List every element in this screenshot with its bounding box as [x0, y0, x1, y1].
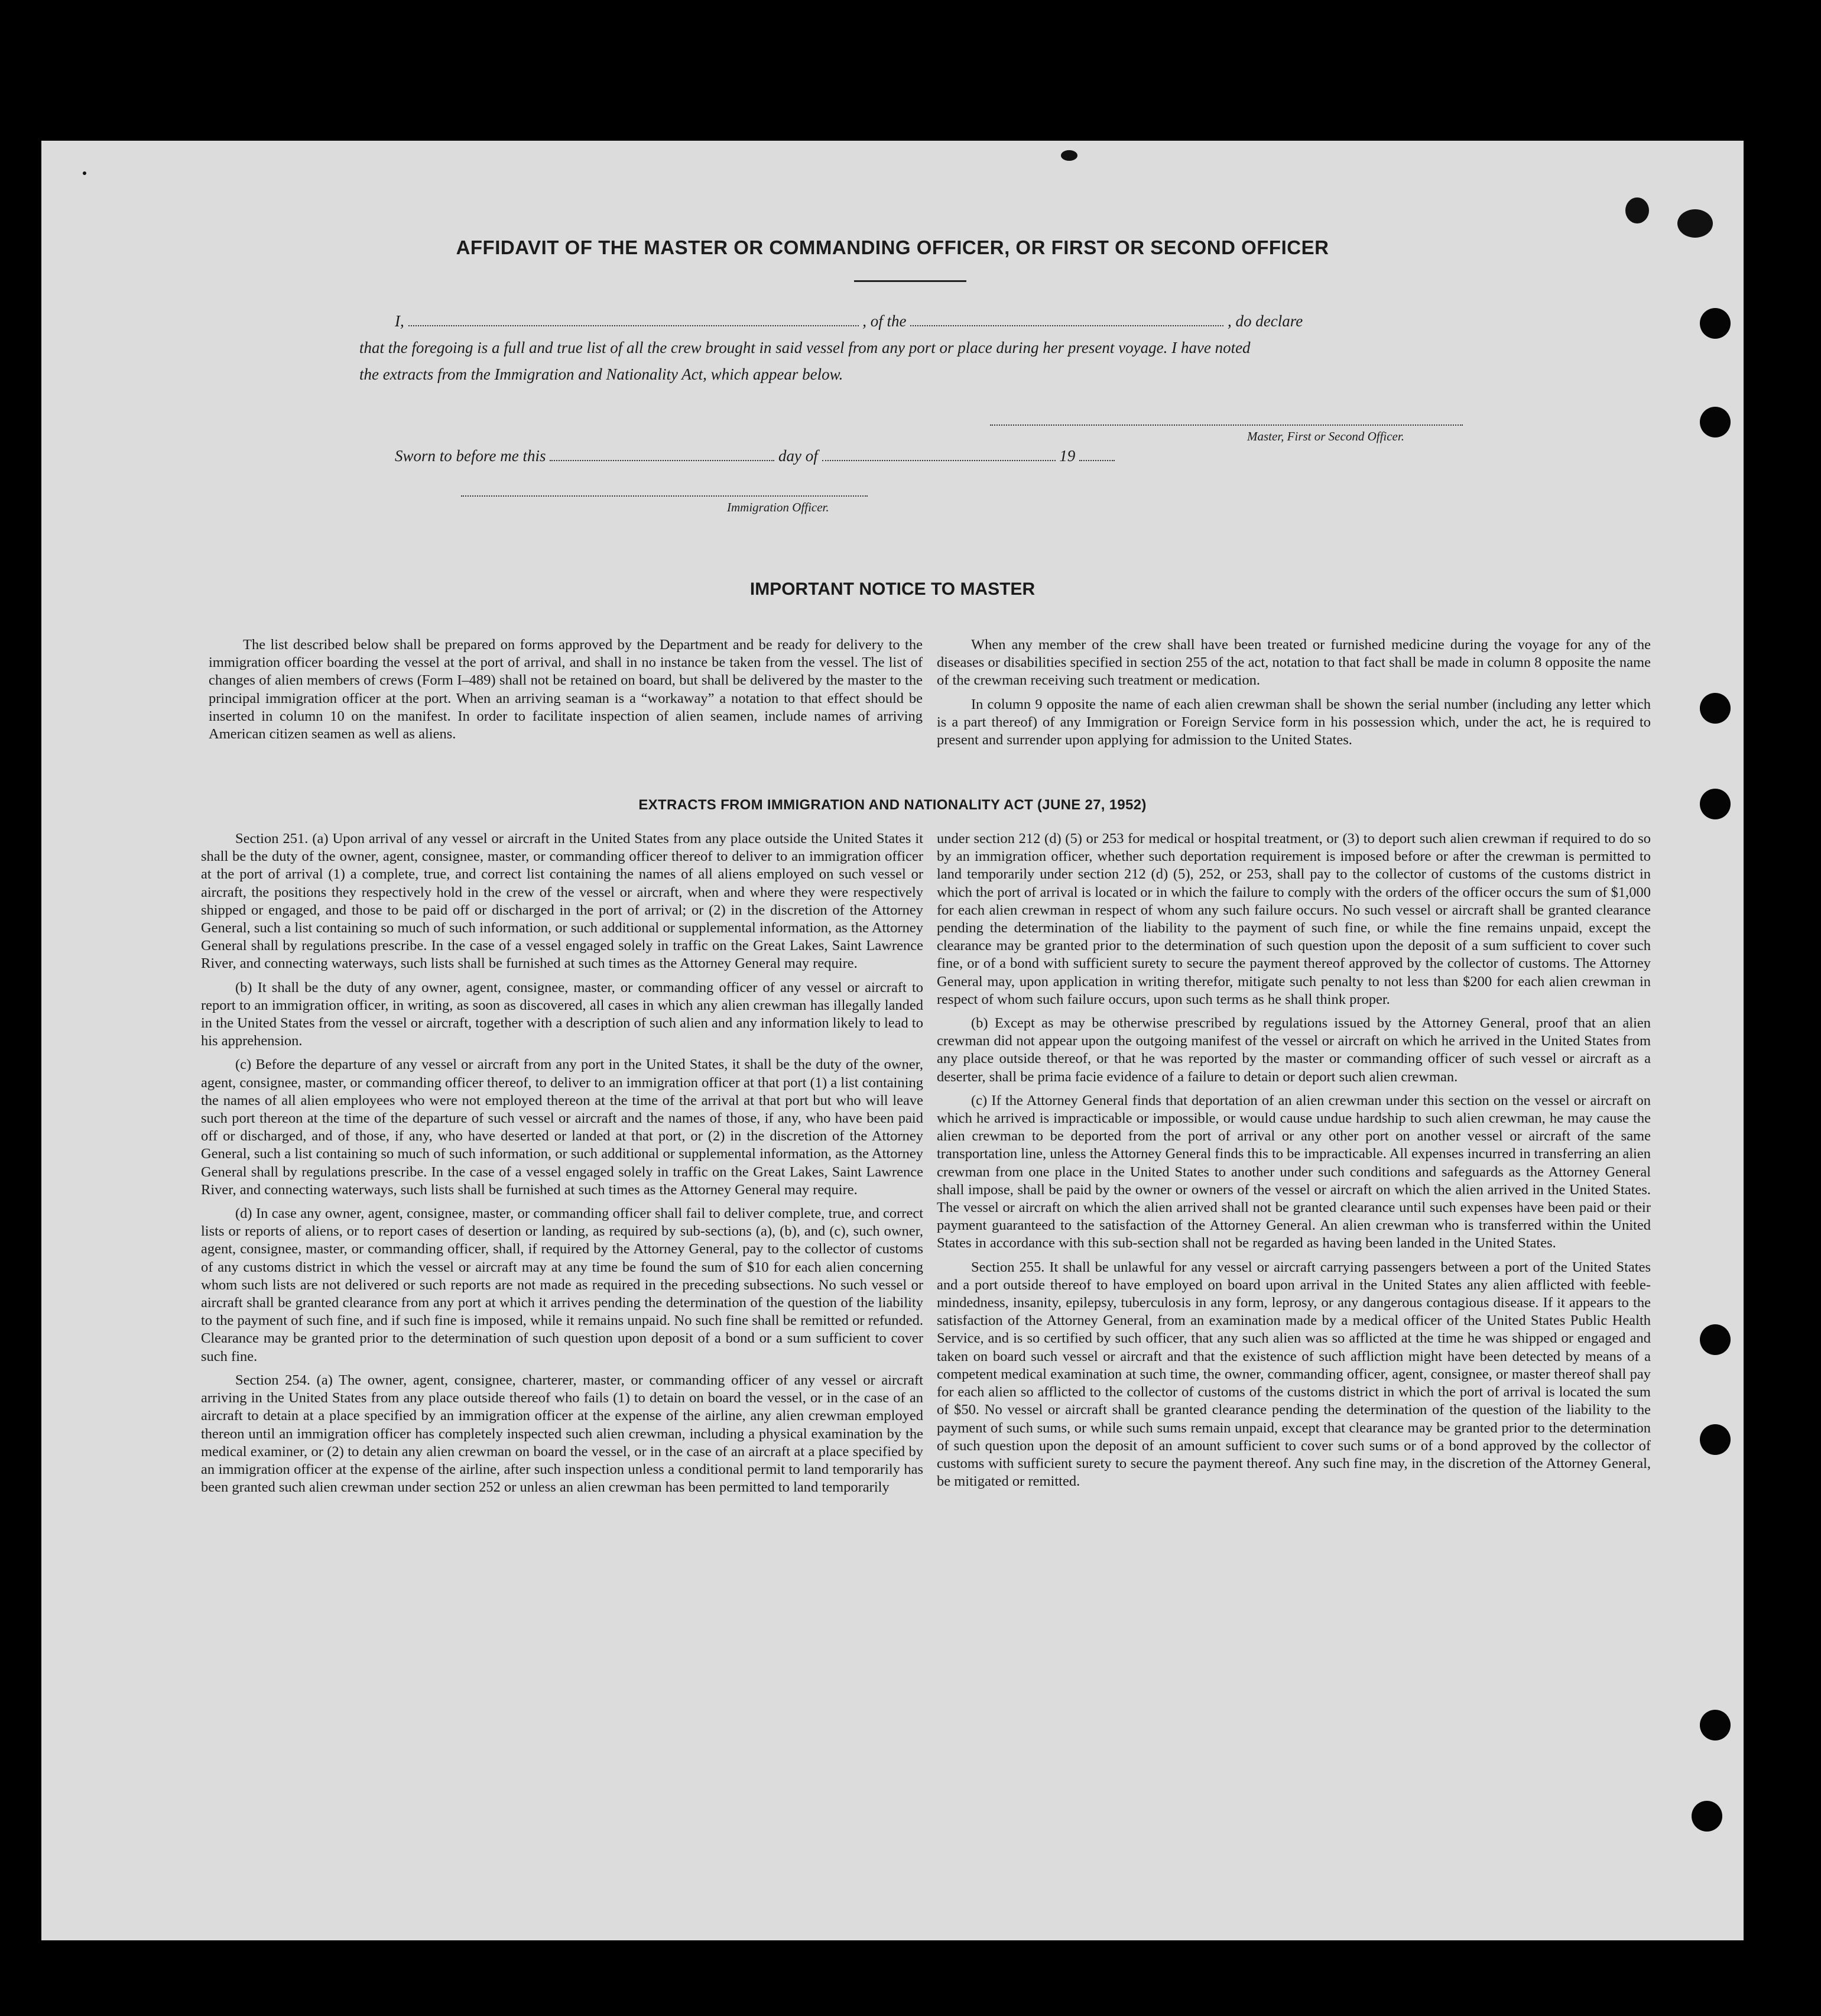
notice-right-column [937, 636, 1651, 755]
notice-paragraph: The list described below shall be prepared on forms approved by the Department and be ready for delivery to the immigration officer boarding the vessel at the port of arrival, and shall in no instance be taken from the vessel. The list of changes of alien members of crews (Form I–489) shall not be retained on board, but shall be delivered by the master to the principal immigration officer at the port. When an arriving seaman is a “workaway” a notation to that effect should be inserted in column 10 on the manifest. In order to facilitate inspection of alien seamen, include names of arriving American citizen seamen as well as aliens. [209, 637, 923, 743]
sworn-day-field[interactable] [550, 458, 774, 461]
declaration-line-2: that the foregoing is a full and true list of all the crew brought in said vessel from any port or place during her present voyage. I have noted [359, 339, 1251, 356]
affidavit-title: AFFIDAVIT OF THE MASTER OR COMMANDING OFFICER, OR FIRST OR SECOND OFFICER [456, 236, 1329, 258]
notice-title: IMPORTANT NOTICE TO MASTER [749, 579, 1036, 599]
punch-hole [1700, 789, 1731, 819]
extract-paragraph: (d) In case any owner, agent, consignee, master, or commanding officer shall fail to deliver complete, true, and correct lists or reports of aliens, or to report cases of desertion or landing, as required by sub-sections (a), (b), and (c), such owner, agent, consignee, master, or commanding officer, shall, if required by the Attorney General, pay to the collector of customs of any customs district in which the vessel or aircraft may at any time be found the sum of $10 for each alien concerning whom such lists are not delivered or such reports are not made as required in the preceding subsections. No such vessel or aircraft shall be granted clearance from any port at which it arrives pending the determination of the question of the liability to the payment of such fine, and if such fine is imposed, while it remains unpaid. No such fine shall be remitted or refunded. Clearance may be granted prior to the determination of such question upon deposit of a bond or a sum sufficient to cover such fine. [201, 1205, 923, 1364]
notice-left-column [209, 636, 923, 749]
scan-speck [1625, 197, 1649, 223]
declaration-line-3: the extracts from the Immigration and Nationality Act, which appear below. [359, 365, 843, 383]
extract-paragraph: (c) If the Attorney General finds that deportation of an alien crewman under this section on the vessel or aircraft on which he arrived is impracticable or impossible, or would cause undue hardship to such alien crewman, he may cause the alien crewman to be deported from the port of arrival or any other port on another vessel or aircraft of the same transportation line, unless the Attorney General finds this to be impracticable. All expenses incurred in transferring an alien crewman from one place in the United States to another under such conditions and safeguards as the Attorney General shall impose, shall be paid by the owner or owners of the vessel or aircraft on which the alien arrived in the United States. The vessel or aircraft on which the alien arrived shall not be granted clearance until such expenses have been paid or their payment guaranteed to the satisfaction of the Attorney General. An alien crewman who is transferred within the United States in accordance with this sub-section shall not be regarded as having been landed in the United States. [937, 1092, 1651, 1252]
punch-hole [1700, 308, 1731, 339]
notice-paragraph: In column 9 opposite the name of each alien crewman shall be shown the serial number (including any letter which is a part thereof) of any Immigration or Foreign Service form in his possession which, under the act, he is required to present and surrender upon applying for admission to the United States. [937, 696, 1651, 748]
do-declare-text: , do declare [1228, 312, 1303, 330]
officer-signature-label: Immigration Officer. [727, 500, 829, 514]
title-divider [854, 280, 966, 282]
declaration-line-1 [395, 312, 1303, 330]
notice-paragraph: When any member of the crew shall have been treated or furnished medicine during the voyage for any of the diseases or disabilities specified in section 255 of the act, notation to that fact shall be made in column 8 opposite the name of the crewman receiving such treatment or medication. [937, 637, 1651, 689]
punch-hole [1700, 1324, 1731, 1355]
extracts-right-column [937, 830, 1651, 1496]
scan-speck [1061, 150, 1077, 161]
document-page [41, 141, 1744, 1940]
officer-signature-line[interactable] [461, 495, 868, 497]
punch-hole [1700, 1424, 1731, 1455]
punch-hole [1700, 407, 1731, 437]
master-signature-label: Master, First or Second Officer. [1247, 429, 1404, 443]
vessel-name-field[interactable] [910, 323, 1223, 326]
extract-paragraph: Section 251. (a) Upon arrival of any vessel or aircraft in the United States from any place outside the United States it shall be the duty of the owner, agent, consignee, master, or commanding officer thereof to deliver to an immigration officer at the port of arrival (1) a complete, true, and correct list containing the names of all aliens employed on such vessel or aircraft, the positions they respectively hold in the crew of the vessel or aircraft, when and where they were respectively shipped or engaged, and those to be paid off or discharged in the port of arrival; or (2) in the discretion of the Attorney General, such a list containing so much of such information, or such additional or supplemental information, as the Attorney General shall by regulations prescribe. In the case of a vessel engaged solely in traffic on the Great Lakes, Saint Lawrence River, and connecting waterways, such lists shall be furnished at such times as the Attorney General may require. [201, 831, 923, 972]
master-signature-line[interactable] [990, 424, 1463, 426]
punch-hole [1692, 1801, 1722, 1832]
scan-speck [1677, 209, 1713, 238]
extract-paragraph: (b) It shall be the duty of any owner, agent, consignee, master, or commanding officer of any vessel or aircraft to report to an immigration officer, in writing, as soon as discovered, all cases in which any alien crewman has illegally landed in the United States from the vessel or aircraft, together with a description of such alien and any information likely to lead to his apprehension. [201, 979, 923, 1049]
extract-paragraph: Section 255. It shall be unlawful for any vessel or aircraft carrying passengers between a port of the United States and a port outside thereof to have employed on board upon arrival in the United States any alien afflicted with feeble-mindedness, insanity, epilepsy, tuberculosis in any form, leprosy, or any dangerous contagious disease. If it appears to the satisfaction of the Attorney General, from an examination made by a medical officer of the United States Public Health Service, and is so certified by such officer, that any such alien was so afflicted at the time he was shipped or engaged and taken on board such vessel or aircraft and that the existence of such affliction might have been detected by means of a competent medical examination at such time, the owner, commanding officer, agent, consignee, or master thereof shall pay for each alien so afflicted to the collector of customs of the customs district in which the port of arrival is located the sum of $50. No vessel or aircraft shall be granted clearance pending the determination of the question of the liability to the payment of such sums, or while such sums remain unpaid, except that clearance may be granted prior to the determination of such question upon the deposit of an amount sufficient to cover such sums or of a bond approved by the collector of customs with sufficient surety to secure the payment thereof. Any such fine may, in the discretion of the Attorney General, be mitigated or remitted. [937, 1259, 1651, 1490]
sworn-month-field[interactable] [822, 458, 1056, 461]
sworn-year-field[interactable] [1079, 458, 1115, 461]
extract-paragraph: under section 212 (d) (5) or 253 for medical or hospital treatment, or (3) to deport such alien crewman if required to do so by an immigration officer, whether such deportation requirement is imposed before or after the crewman is permitted to land temporarily under section 212 (d) (5), 252, or 253, shall pay to the collector of customs of the customs district in which the port of arrival is located or in which the failure to comply with the orders of the officer occurs the sum of $1,000 for each alien crewman in respect of whom any such failure occurs. No such vessel or aircraft shall be granted clearance pending the determination of the liability to the payment of such fine, or while the fine remains unpaid, except the clearance may be granted prior to the determination of such question upon the deposit of a sum sufficient to cover such fine, or of a bond with sufficient surety to secure the payment thereof approved by the collector of customs. The Attorney General may, upon application in writing therefor, mitigate such penalty to not less than $200 for each alien crewman in respect of whom such failure occurs, upon such terms as he shall think proper. [937, 831, 1651, 1007]
sworn-line [395, 447, 1115, 465]
punch-hole [1700, 1710, 1731, 1740]
extracts-left-column [201, 830, 923, 1502]
extract-paragraph: (b) Except as may be otherwise prescribed by regulations issued by the Attorney General, proof that an alien crewman did not appear upon the outgoing manifest of the vessel or aircraft on which he arrived in the United States from any place outside thereof, or that he was reported by the master or commanding officer of such vessel or aircraft as a deserter, shall be prima facie evidence of a failure to detain or deport such alien crewman. [937, 1015, 1651, 1085]
extracts-title: EXTRACTS FROM IMMIGRATION AND NATIONALITY ACT (JUNE 27, 1952) [638, 797, 1147, 813]
day-of-text: day of [778, 447, 818, 465]
scan-speck [83, 171, 86, 175]
year-prefix: 19 [1059, 447, 1076, 465]
extract-paragraph: (c) Before the departure of any vessel or aircraft from any port in the United States, it shall be the duty of the owner, agent, consignee, master, or commanding officer thereof, to deliver to an immigration officer at that port (1) a list containing the names of all alien employees who were not employed thereon at the time of the arrival at that port but who will leave such port thereon at the time of the departure of such vessel or aircraft and the names of those, if any, who have been paid off or discharged, and of those, if any, who have deserted or landed at that port, or (2) in the discretion of the Attorney General, such a list containing so much of such information, or such additional or supplemental information, as the Attorney General shall by regulations prescribe. In the case of a vessel engaged solely in traffic on the Great Lakes, Saint Lawrence River, and connecting waterways, such lists shall be furnished at such times as the Attorney General may require. [201, 1056, 923, 1198]
of-the-text: , of the [862, 312, 907, 330]
declarant-name-field[interactable] [408, 323, 859, 326]
declarant-prefix: I, [395, 312, 404, 330]
extract-paragraph: Section 254. (a) The owner, agent, consignee, charterer, master, or commanding officer of any vessel or aircraft arriving in the United States from any place outside thereof who fails (1) to detain on board the vessel, or in the case of an aircraft to detain at a place specified by an immigration officer at the expense of the airline, any alien crewman employed thereon until an immigration officer has completely inspected such alien crewman, including a physical examination by the medical examiner, or (2) to detain any alien crewman on board the vessel, or in the case of an aircraft at a place specified by an immigration officer at the expense of the airline, after such inspection unless a conditional permit to land temporarily has been granted such alien crewman under section 252 or unless an alien crewman has been permitted to land temporarily [201, 1372, 923, 1496]
sworn-prefix: Sworn to before me this [395, 447, 546, 465]
punch-hole [1700, 693, 1731, 724]
